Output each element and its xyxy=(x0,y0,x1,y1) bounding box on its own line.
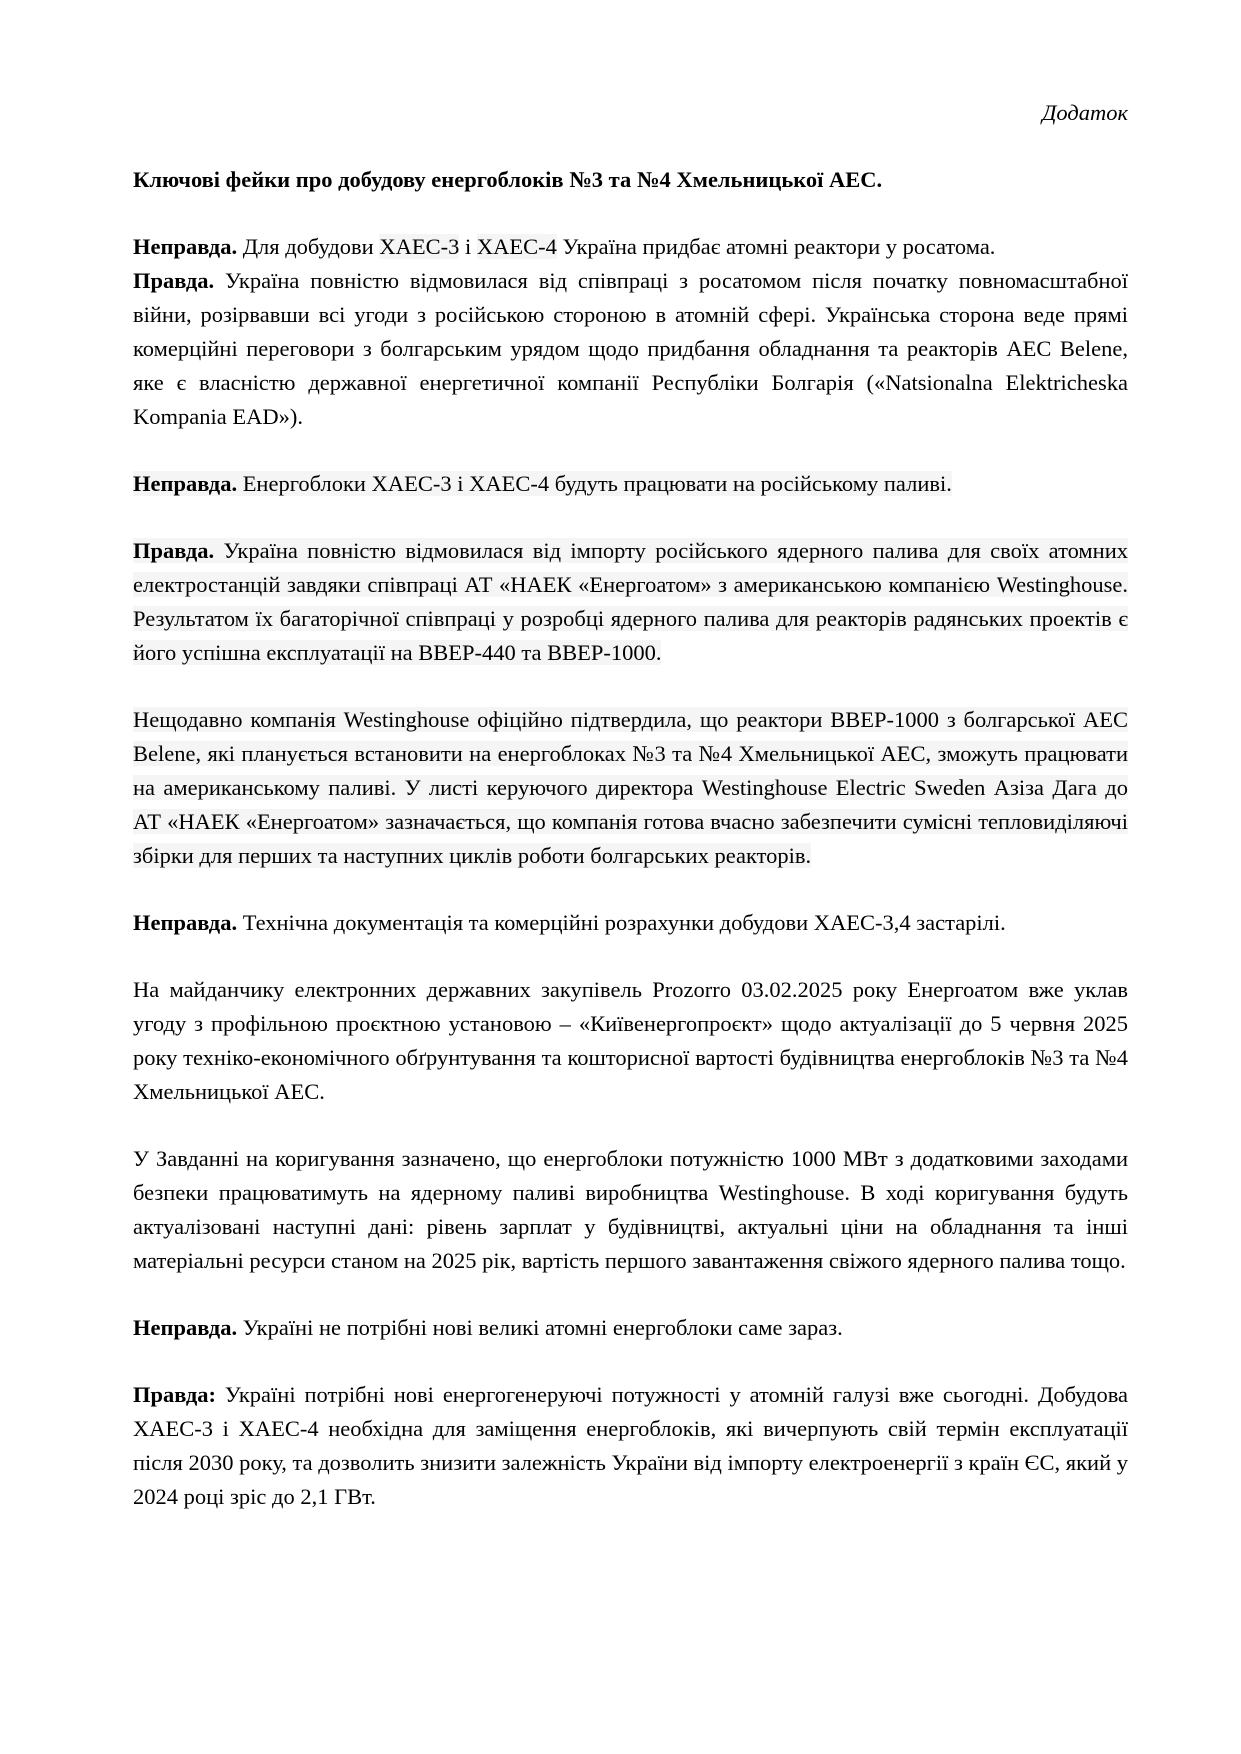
paragraph xyxy=(133,703,1128,873)
paragraph xyxy=(133,230,1128,264)
paragraph-text: Україні потрібні нові енергогенеруючі потужності у атомній галузі вже сьогодні. Добудова ХАЕС-3 і ХАЕС-4 необхідна для заміщення енергоблоків, які вичерпують свій термін експлуатації після 2030 року, та дозволить знизити залежність України від імпорту електроенергії з країн ЄС, який у 2024 році зріс до 2,1 ГВт. xyxy=(133,1382,1129,1509)
paragraph-text: ХАЕС-3 xyxy=(379,234,460,259)
paragraph-content xyxy=(133,234,995,259)
paragraph-text: Україна повністю відмовилася від співпраці з росатомом після початку повномасштабної війни, розірвавши всі угоди з російською стороною в атомній сфері. Українська сторона веде прямі комерційні переговори з болгарським урядом щодо придбання обладнання та реакторів АЕС Belene, яке є власністю державної енергетичної компанії Республіки Болгарія («Natsionalna Elektricheska Kompania EAD»). xyxy=(133,268,1129,429)
verdict-label: Правда. xyxy=(133,538,215,563)
paragraph-text: і xyxy=(459,234,477,259)
paragraph-content xyxy=(133,1382,1128,1509)
paragraph xyxy=(133,534,1128,670)
paragraph-content xyxy=(133,1146,1128,1273)
paragraph-text: Україна повністю відмовилася від імпорту російського ядерного палива для своїх атомних електростанцій завдяки співпраці АТ «НАЕК «Енергоатом» з американською компанією Westinghouse. Результатом їх багаторічної співпраці у розробці ядерного палива для реакторів радянських проектів є його успішна експлуатації на ВВЕР-440 та ВВЕР-1000. xyxy=(133,538,1128,665)
paragraph-text: Україна придбає атомні реактори у росатома. xyxy=(556,234,996,259)
paragraph-content xyxy=(133,471,952,496)
paragraph xyxy=(133,1142,1128,1278)
verdict-label: Правда. xyxy=(133,268,215,293)
paragraph-content xyxy=(133,538,1128,665)
verdict-label: Неправда. xyxy=(133,471,238,496)
paragraph xyxy=(133,906,1128,940)
paragraph-text: Нещодавно компанія Westinghouse офіційно підтвердила, що реактори ВВЕР-1000 з болгарської АЕС Belene, які планується встановити на енергоблоках №3 та №4 Хмельницької АЕС, зможуть працювати на американському паливі. У листі керуючого директора Westinghouse Electric Sweden Азіза Дага до АТ «НАЕК «Енергоатом» зазначається, що компанія готова вчасно забезпечити сумісні тепловиділяючі збірки для перших та наступних циклів роботи болгарських реакторів. xyxy=(133,707,1128,868)
verdict-label: Неправда. xyxy=(133,1315,238,1340)
paragraph-text: Енергоблоки ХАЕС-3 і ХАЕС-4 будуть працювати на російському паливі. xyxy=(242,471,952,496)
verdict-label: Неправда. xyxy=(133,910,238,935)
paragraph-text: На майданчику електронних державних закупівель Prozorro 03.02.2025 року Енергоатом вже уклав угоду з профільною проєктною установою – «Київенергопроєкт» щодо актуалізації до 5 червня 2025 року техніко-економічного обґрунтування та кошторисної вартості будівництва енергоблоків №3 та №4 Хмельницької АЕС. xyxy=(133,977,1128,1104)
paragraph-text: Технічна документація та комерційні розрахунки добудови ХАЕС-3,4 застарілі. xyxy=(242,910,1006,935)
paragraph xyxy=(133,973,1128,1109)
paragraph xyxy=(133,1378,1128,1514)
paragraph-text: ХАЕС-4 xyxy=(476,234,557,259)
paragraph-text: Україні не потрібні нові великі атомні енергоблоки саме зараз. xyxy=(242,1315,843,1340)
paragraph-content xyxy=(133,977,1128,1104)
paragraph-content xyxy=(133,707,1128,868)
paragraph xyxy=(133,1311,1128,1345)
paragraph-text: Для добудови xyxy=(242,234,380,259)
verdict-label: Правда: xyxy=(133,1382,216,1407)
paragraph xyxy=(133,467,1128,501)
verdict-label: Неправда. xyxy=(133,234,238,259)
paragraph xyxy=(133,264,1128,434)
document-body xyxy=(133,230,1128,1514)
paragraph-content xyxy=(133,1315,843,1340)
paragraph-content xyxy=(133,910,1006,935)
paragraph-content xyxy=(133,268,1128,429)
paragraph-text: У Завданні на коригування зазначено, що енергоблоки потужністю 1000 МВт з додатковими заходами безпеки працюватимуть на ядерному паливі виробництва Westinghouse. В ході коригування будуть актуалізовані наступні дані: рівень зарплат у будівництві, актуальні ціни на обладнання та інші матеріальні ресурси станом на 2025 рік, вартість першого завантаження свіжого ядерного палива тощо. xyxy=(133,1146,1128,1273)
annex-label: Додаток xyxy=(1042,100,1128,125)
page-title: Ключові фейки про добудову енергоблоків №3 та №4 Хмельницької АЕС. xyxy=(133,167,883,192)
